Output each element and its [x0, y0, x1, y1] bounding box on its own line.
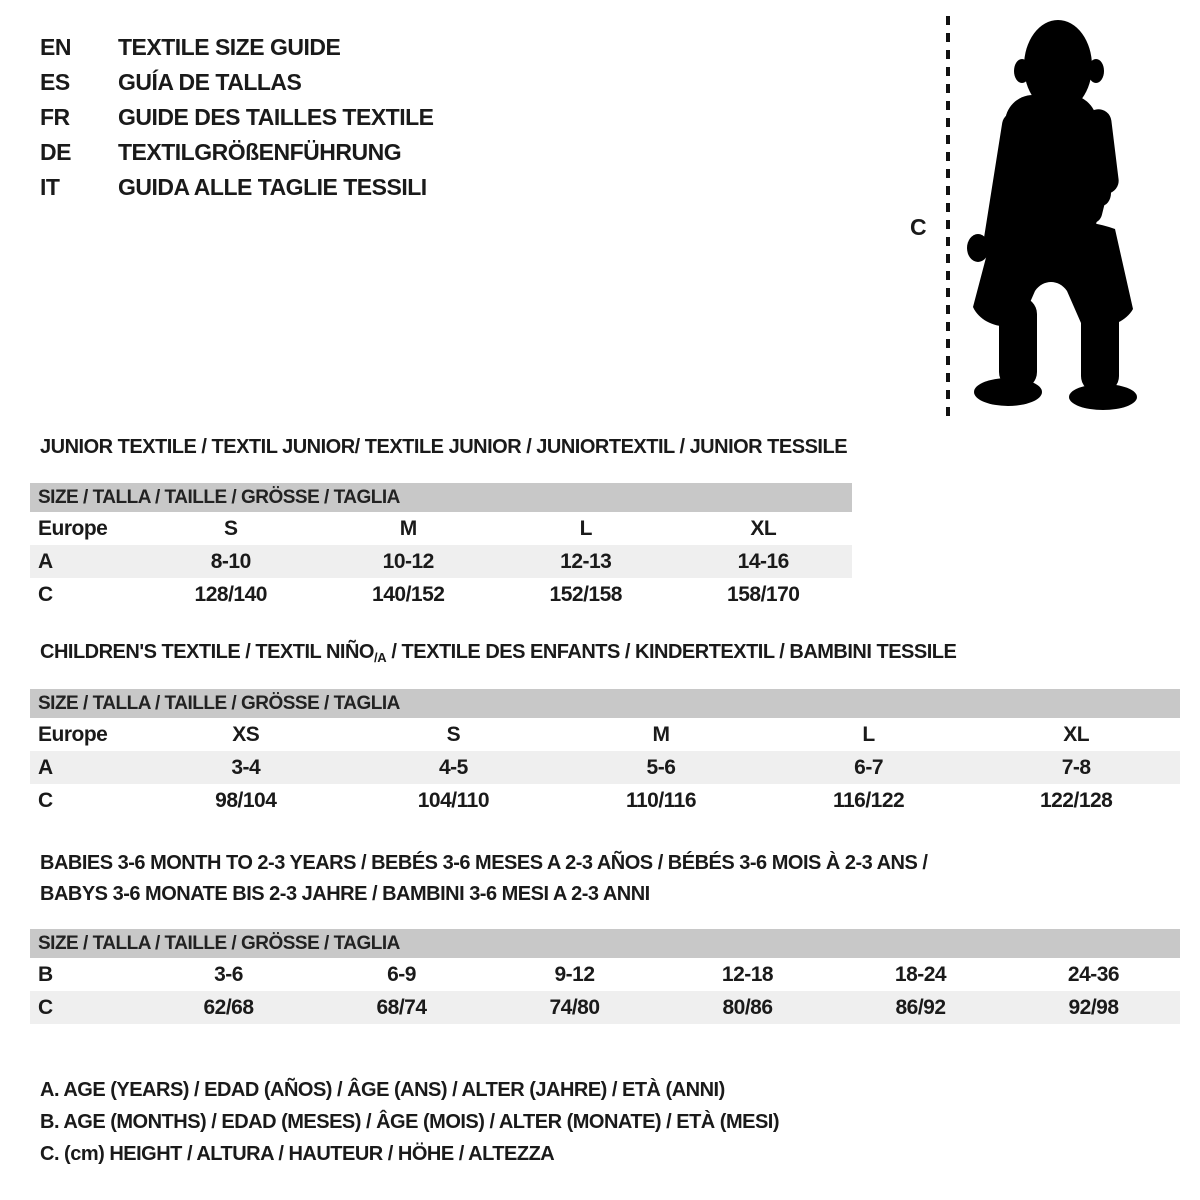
height-cell: 74/80 — [549, 995, 600, 1019]
language-code: DE — [40, 139, 71, 165]
height-cell: 152/158 — [549, 582, 622, 606]
size-header-bar: SIZE / TALLA / TAILLE / GRÖSSE / TAGLIA — [30, 483, 852, 512]
height-cell: 128/140 — [194, 582, 267, 606]
table-row-height — [30, 784, 1180, 817]
table-row-age — [30, 751, 1180, 784]
size-cell: L — [579, 516, 592, 540]
age-cell: 3-6 — [214, 962, 243, 986]
language-code: IT — [40, 174, 60, 200]
language-row-fr — [40, 100, 434, 135]
guide-title: GUIDA ALLE TAGLIE TESSILI — [118, 174, 427, 200]
size-cell: S — [446, 722, 461, 746]
size-cell: XL — [750, 516, 777, 540]
table-row-age — [30, 545, 852, 578]
row-label: C — [38, 582, 53, 606]
age-cell: 14-16 — [737, 549, 789, 573]
height-cell: 98/104 — [215, 788, 277, 812]
legend-line-c: C. (cm) HEIGHT / ALTURA / HAUTEUR / HÖHE / ALTEZZA — [40, 1143, 555, 1165]
children-section-title — [40, 641, 956, 665]
toddler-silhouette-image — [963, 16, 1138, 418]
language-code: EN — [40, 34, 71, 60]
height-cell: 110/116 — [625, 788, 697, 812]
size-cell: XS — [232, 722, 260, 746]
junior-section-title: JUNIOR TEXTILE / TEXTIL JUNIOR/ TEXTILE JUNIOR / JUNIORTEXTIL / JUNIOR TESSILE — [40, 436, 848, 458]
language-row-it — [40, 170, 434, 205]
row-label: A — [38, 755, 53, 779]
babies-section-title — [40, 848, 927, 910]
age-cell: 6-9 — [387, 962, 416, 986]
height-cell: 158/170 — [727, 582, 800, 606]
size-header-bar: SIZE / TALLA / TAILLE / GRÖSSE / TAGLIA — [30, 929, 1180, 958]
children-size-table — [30, 689, 1180, 817]
row-label: A — [38, 549, 53, 573]
age-cell: 24-36 — [1067, 962, 1120, 986]
age-cell: 12-18 — [721, 962, 774, 986]
table-row-age-months — [30, 958, 1180, 991]
age-cell: 10-12 — [382, 549, 434, 573]
age-cell: 18-24 — [894, 962, 947, 986]
babies-title-line2: BABYS 3-6 MONATE BIS 2-3 JAHRE / BAMBINI 3-6 MESI A 2-3 ANNI — [40, 883, 650, 905]
height-cell: 92/98 — [1068, 995, 1119, 1019]
table-row-height — [30, 578, 852, 611]
babies-size-table — [30, 929, 1180, 1024]
babies-title-line1: BABIES 3-6 MONTH TO 2-3 YEARS / BEBÉS 3-6 MESES A 2-3 AÑOS / BÉBÉS 3-6 MOIS À 2-3 ANS / — [40, 852, 928, 874]
height-cell: 104/110 — [417, 788, 490, 812]
height-cell: 116/122 — [832, 788, 905, 812]
children-title-text: / TEXTILE DES ENFANTS / KINDERTEXTIL / BAMBINI TESSILE — [386, 641, 957, 663]
size-cell: M — [399, 516, 417, 540]
height-cell: 62/68 — [203, 995, 254, 1019]
age-cell: 6-7 — [854, 755, 883, 779]
age-cell: 3-4 — [231, 755, 261, 779]
row-label: Europe — [38, 722, 108, 746]
height-cell: 122/128 — [1039, 788, 1113, 812]
table-row-europe — [30, 718, 1180, 751]
legend-line-b: B. AGE (MONTHS) / EDAD (MESES) / ÂGE (MOIS) / ALTER (MONATE) / ETÀ (MESI) — [40, 1111, 780, 1133]
children-title-text: CHILDREN'S TEXTILE / TEXTIL NIÑO — [40, 641, 374, 663]
table-row-height — [30, 991, 1180, 1024]
legend — [40, 1074, 779, 1170]
size-cell: M — [652, 722, 670, 746]
age-cell: 5-6 — [646, 755, 676, 779]
junior-size-table — [30, 483, 852, 611]
guide-title: GUÍA DE TALLAS — [118, 69, 302, 95]
age-cell: 4-5 — [438, 755, 468, 779]
size-header-bar: SIZE / TALLA / TAILLE / GRÖSSE / TAGLIA — [30, 689, 1180, 718]
guide-title: TEXTILE SIZE GUIDE — [118, 34, 341, 60]
language-code: ES — [40, 69, 70, 95]
age-cell: 12-13 — [560, 549, 612, 573]
language-row-de — [40, 135, 434, 170]
language-code: FR — [40, 104, 70, 130]
guide-title: TEXTILGRÖßENFÜHRUNG — [118, 139, 402, 165]
language-row-es — [40, 65, 434, 100]
height-measure-line — [946, 16, 950, 416]
row-label: Europe — [38, 516, 108, 540]
legend-line-a: A. AGE (YEARS) / EDAD (AÑOS) / ÂGE (ANS) / ALTER (JAHRE) / ETÀ (ANNI) — [40, 1079, 725, 1101]
height-cell: 68/74 — [376, 995, 427, 1019]
age-cell: 7-8 — [1061, 755, 1091, 779]
size-cell: S — [223, 516, 238, 540]
language-list — [40, 30, 434, 205]
language-row-en — [40, 30, 434, 65]
table-row-europe — [30, 512, 852, 545]
height-cell: 140/152 — [372, 582, 445, 606]
height-measure-label: C — [910, 214, 927, 240]
row-label: B — [38, 962, 53, 986]
row-label: C — [38, 995, 53, 1019]
age-cell: 9-12 — [554, 962, 595, 986]
size-cell: L — [862, 722, 875, 746]
children-title-sub: /A — [373, 650, 387, 665]
age-cell: 8-10 — [210, 549, 251, 573]
height-cell: 86/92 — [895, 995, 946, 1019]
height-cell: 80/86 — [722, 995, 773, 1019]
size-cell: XL — [1063, 722, 1090, 746]
guide-title: GUIDE DES TAILLES TEXTILE — [118, 104, 434, 130]
row-label: C — [38, 788, 53, 812]
